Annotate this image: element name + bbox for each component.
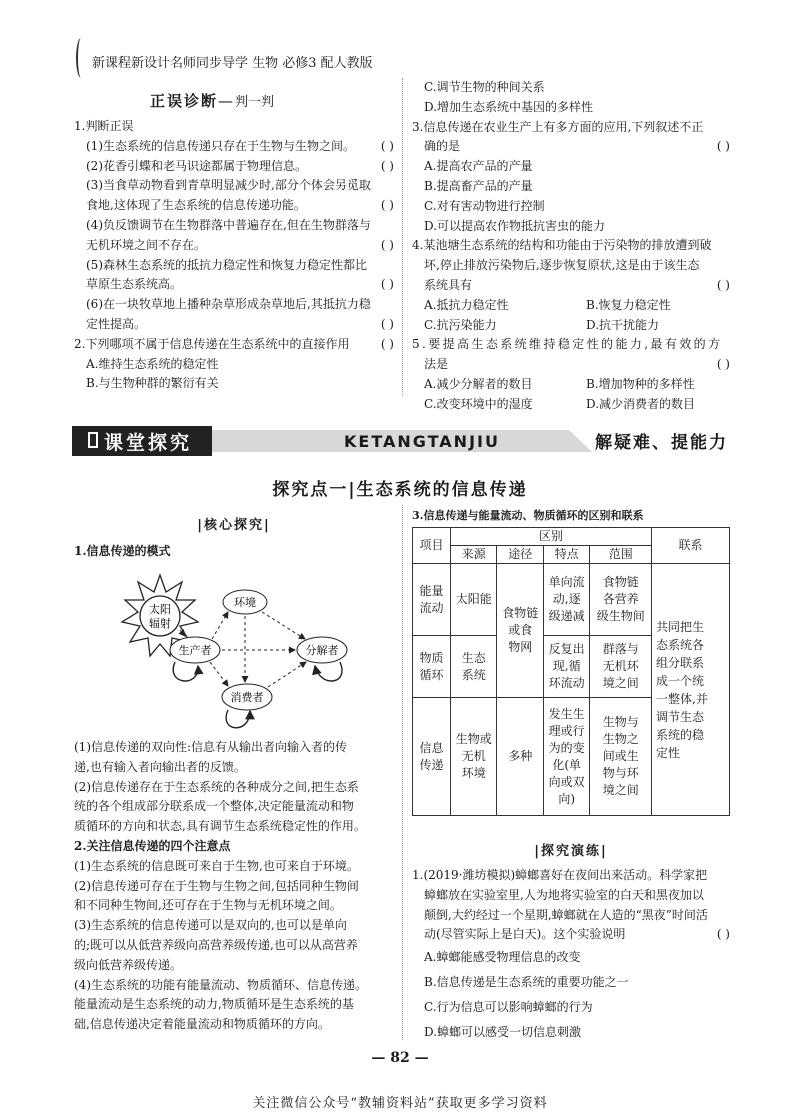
question-4-cont: 系统具有 ( ): [424, 277, 730, 292]
sun-label-1: 太阳: [149, 603, 171, 616]
section-banner: [72, 420, 728, 462]
header-bracket: [76, 38, 86, 78]
question-4-cont: 坏,停止排放污染物后,逐步恢复原状,这是由于该生态: [424, 258, 700, 273]
env-label: 环境: [234, 596, 256, 609]
heading-1: 1.信息传递的模式: [74, 544, 171, 558]
column-divider: [402, 78, 403, 396]
decomposer-label: 分解者: [305, 644, 339, 657]
body-line: 和不同种生物间,还可存在于生物与无机环境之间。: [74, 898, 342, 913]
judge-item: (1)生态系统的信息传递只存在于生物与生物之间。 ( ): [86, 138, 394, 153]
page-number: — 82 —: [371, 1050, 429, 1066]
cell: 群落与 无机环 境之间: [590, 636, 652, 698]
heading-3: 3.信息传递与能量流动、物质循环的区别和联系: [412, 509, 644, 522]
right-top-column: [412, 78, 730, 415]
column-divider: [402, 505, 403, 1040]
option-b: B.与生物种群的繁衍有关: [86, 376, 219, 391]
option-a: A.提高农产品的产量: [424, 159, 533, 174]
body-line: (1)生态系统的信息既可来自于生物,也可来自于环境。: [74, 858, 359, 873]
th-range: 范围: [590, 546, 652, 564]
th-link: 联系: [652, 528, 730, 564]
banner-left: 课堂探究: [72, 426, 212, 456]
body-line: (2)信息传递可存在于生物与生物之间,包括同种生物间: [74, 878, 359, 893]
row-energy-name: 能量 流动: [413, 564, 451, 636]
question-2: 2.下列哪项不属于信息传递在生态系统中的直接作用 ( ): [74, 336, 394, 351]
option-b: B.提高畜产品的产量: [424, 178, 533, 193]
cell: 单向流 动,逐 级递减: [543, 564, 589, 636]
judge-item: (5)森林生态系统的抵抗力稳定性和恢复力稳定性都比: [86, 257, 368, 272]
cell: 多种: [497, 698, 543, 816]
question-3: 3.信息传递在农业生产上有多方面的应用,下列叙述不正: [412, 119, 704, 134]
footer-watermark: 关注微信公众号“教辅资料站”获取更多学习资料: [252, 1096, 548, 1111]
question-title: 1.判断正误: [74, 119, 134, 133]
info-flow-diagram: [100, 570, 390, 735]
option-d: D.可以提高农作物抵抗害虫的能力: [424, 218, 606, 233]
body-line: (3)生态系统的信息传递可以是双向的,也可以是单向: [74, 918, 347, 933]
body-line: 递,也有输入者向输出者的反馈。: [74, 759, 246, 774]
option-c: C.行为信息可以影响蟑螂的行为: [424, 1000, 593, 1015]
judge-item: 草原生态系统高。 ( ): [86, 277, 394, 292]
body-line: 的;既可以从低营养级向高营养级传递,也可以从高营养: [74, 937, 358, 952]
sun-label-2: 辐射: [149, 617, 171, 630]
left-top-column: [74, 117, 394, 394]
cell-path-merged: 食物链 或食 物网: [497, 564, 543, 698]
tag-core: |核心探究|: [197, 518, 271, 533]
judge-item: (3)当食草动物看到青草明显减少时,部分个体会另觅取: [86, 178, 371, 193]
section-title: 探究点一|生态系统的信息传递: [272, 480, 528, 500]
section-title-zhengwu: 正误诊断—判一判: [150, 92, 275, 110]
row-matter-name: 物质 循环: [413, 636, 451, 698]
th-project: 项目: [413, 528, 451, 564]
banner-pinyin: KETANGTANJIU: [344, 432, 500, 451]
question-5-cont: 法是 ( ): [424, 357, 730, 372]
cell: 食物链 各营养 级生物间: [590, 564, 652, 636]
consumer-label: 消费者: [230, 691, 264, 704]
producer-label: 生产者: [178, 644, 212, 657]
option-d: D.增加生态系统中基因的多样性: [424, 99, 594, 114]
th-source: 来源: [451, 546, 497, 564]
options-row: A.抵抗力稳定性 B.恢复力稳定性: [424, 297, 671, 312]
practice-question: [412, 866, 730, 1045]
options-row: A.减少分解者的数目 B.增加物种的多样性: [424, 376, 695, 391]
body-line: (2)信息传递存在于生态系统的各种成分之间,把生态系: [74, 779, 359, 794]
tag-practice: |探究演练|: [534, 844, 608, 859]
judge-item: 食地,这体现了生态系统的信息传递功能。 ( ): [86, 198, 394, 213]
judge-item: 无机环境之间不存在。 ( ): [86, 237, 394, 252]
question-line: 蟑螂放在实验室里,人为地将实验室的白天和黑夜加以: [424, 887, 704, 902]
cell: 生物与 生物之 间或生 物与环 境之间: [590, 698, 652, 816]
body-line: (4)生态系统的功能有能量流动、物质循环、信息传递。: [74, 977, 368, 992]
body-line: 能量流动是生态系统的动力,物质循环是生态系统的基: [74, 997, 354, 1012]
left-bottom-text: [74, 738, 394, 1035]
comparison-table: [412, 527, 730, 816]
banner-square-icon: [88, 432, 98, 448]
body-line: 级向低营养级传递。: [74, 957, 183, 972]
heading-2: 2.关注信息传递的四个注意点: [74, 838, 231, 853]
question-4: 4.某池塘生态系统的结构和功能由于污染物的排放遭到破: [412, 238, 712, 253]
body-line: 质循环的方向和状态,具有调节生态系统稳定性的作用。: [74, 819, 366, 834]
body-line: 础,信息传递决定着能量流动和物质循环的方向。: [74, 1017, 330, 1032]
cell: 发生生 理或行 为的变 化(单 向或双 向): [543, 698, 589, 816]
th-feature: 特点: [543, 546, 589, 564]
judge-item: (4)负反馈调节在生物群落中普遍存在,但在生物群落与: [86, 217, 371, 232]
options-row: C.改变环境中的湿度 D.减少消费者的数目: [424, 396, 696, 411]
cell: 生物或 无机 环境: [451, 698, 497, 816]
row-info-name: 信息 传递: [413, 698, 451, 816]
cell: 反复出 现,循 环流动: [543, 636, 589, 698]
option-b: B.信息传递是生态系统的重要功能之一: [424, 975, 629, 990]
judge-item: 定性提高。 ( ): [86, 316, 394, 331]
page-header: 新课程新设计名师同步导学 生物 必修3 配人教版: [92, 56, 373, 71]
banner-right: 解疑难、提能力: [595, 433, 728, 453]
option-c: C.调节生物的种间关系: [424, 80, 545, 94]
body-line: 统的各个组成部分联系成一个整体,决定能量流动和物: [74, 799, 354, 814]
judge-item: (2)花香引蝶和老马识途都属于物理信息。 ( ): [86, 158, 394, 173]
question-5: 5.要提高生态系统维持稳定性的能力,最有效的方: [412, 337, 723, 352]
question-line: 颠倒,大约经过一个星期,蟑螂就在人造的“黑夜”时间活: [424, 907, 708, 922]
cell: 太阳能: [451, 564, 497, 636]
judge-item: (6)在一块牧草地上播种杂草形成杂草地后,其抵抗力稳: [86, 297, 371, 312]
option-a: A.蟑螂能感受物理信息的改变: [424, 950, 581, 965]
question-line: 动(尽管实际上是白天)。这个实验说明 ( ): [424, 927, 730, 942]
question-3-cont: 确的是 ( ): [424, 139, 730, 154]
option-d: D.蟑螂可以感受一切信息刺激: [424, 1025, 582, 1040]
th-path: 途径: [497, 546, 543, 564]
th-diff: 区别: [451, 528, 652, 546]
options-row: C.抗污染能力 D.抗干扰能力: [424, 317, 660, 332]
question-line: 1.(2019·潍坊模拟)蟑螂喜好在夜间出来活动。科学家把: [412, 868, 708, 882]
cell: 生态 系统: [451, 636, 497, 698]
option-a: A.维持生态系统的稳定性: [86, 356, 219, 371]
option-c: C.对有害动物进行控制: [424, 198, 545, 213]
cell-link: 共同把生 态系统各 组分联系 成一个统 一整体,并 调节生态 系统的稳 定性: [652, 564, 730, 816]
body-line: (1)信息传递的双向性:信息有从输出者向输入者的传: [74, 740, 348, 754]
